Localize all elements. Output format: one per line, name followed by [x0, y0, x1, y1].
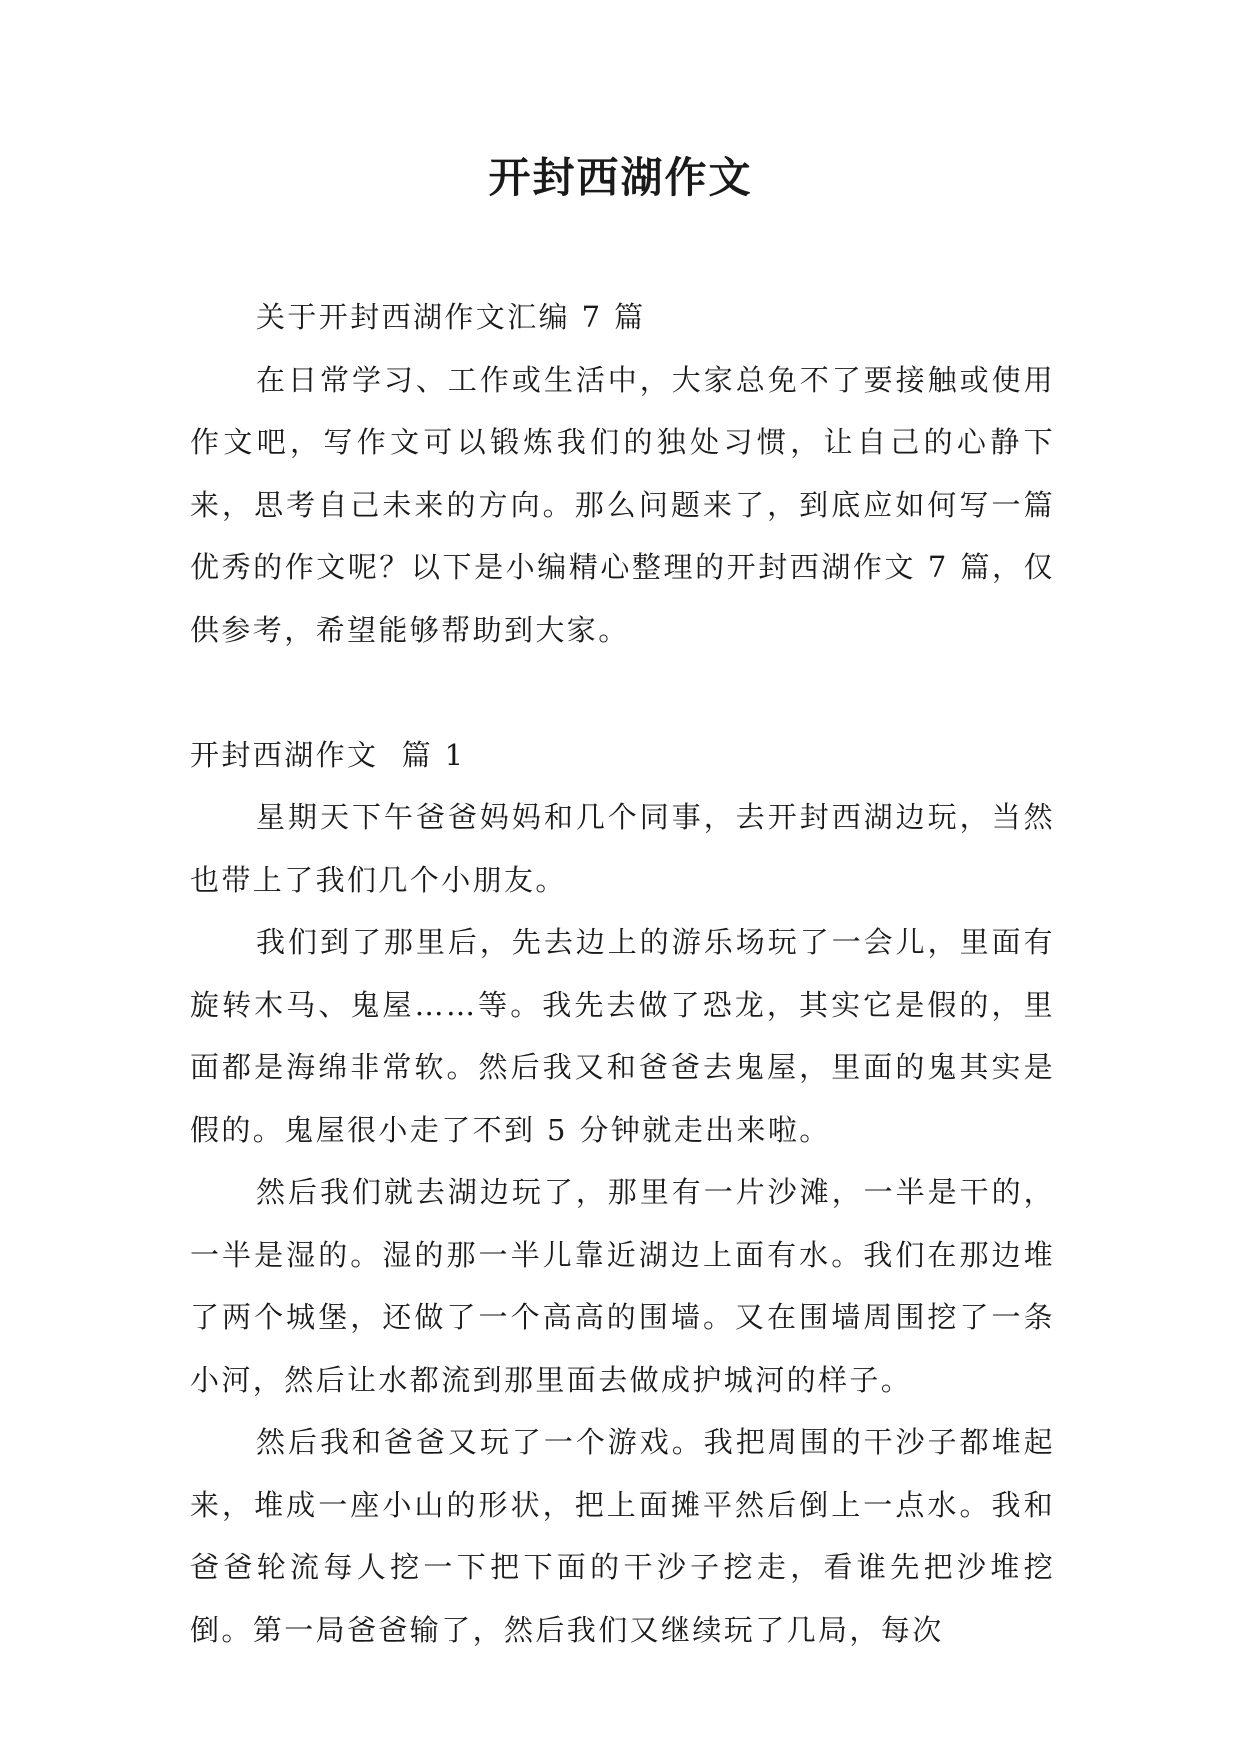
essay-paragraph-1: 星期天下午爸爸妈妈和几个同事，去开封西湖边玩，当然也带上了我们几个小朋友。 [190, 800, 1055, 897]
section-heading: 开封西湖作文 篇 1 [190, 737, 466, 772]
essay-paragraph-4: 然后我和爸爸又玩了一个游戏。我把周围的干沙子都堆起来，堆成一座小山的形状，把上面摊平然后倒上一点水。我和爸爸轮流每人挖一下把下面的干沙子挖走，看谁先把沙堆挖倒。第一局爸爸输了，然后我们又继续玩了几局，每次 [190, 1425, 1055, 1647]
intro-heading: 关于开封西湖作文汇编 7 篇 [256, 300, 646, 334]
section-spacer [190, 661, 1055, 724]
intro-paragraph: 在日常学习、工作或生活中，大家总免不了要接触或使用作文吧，写作文可以锻炼我们的独处习惯，让自己的心静下来，思考自己未来的方向。那么问题来了，到底应如何写一篇优秀的作文呢？以下是小编精心整理的开封西湖作文 7 篇，仅供参考，希望能够帮助到大家。 [190, 362, 1055, 647]
document-title: 开封西湖作文 [488, 153, 753, 202]
document-body [190, 286, 1055, 1661]
essay-paragraph-3: 然后我们就去湖边玩了，那里有一片沙滩，一半是干的，一半是湿的。湿的那一半儿靠近湖边上面有水。我们在那边堆了两个城堡，还做了一个高高的围墙。又在围墙周围挖了一条小河，然后让水都流到那里面去做成护城河的样子。 [190, 1175, 1055, 1397]
essay-paragraph-2: 我们到了那里后，先去边上的游乐场玩了一会儿，里面有旋转木马、鬼屋……等。我先去做了恐龙，其实它是假的，里面都是海绵非常软。然后我又和爸爸去鬼屋，里面的鬼其实是假的。鬼屋很小走了不到 5 分钟就走出来啦。 [190, 925, 1055, 1147]
